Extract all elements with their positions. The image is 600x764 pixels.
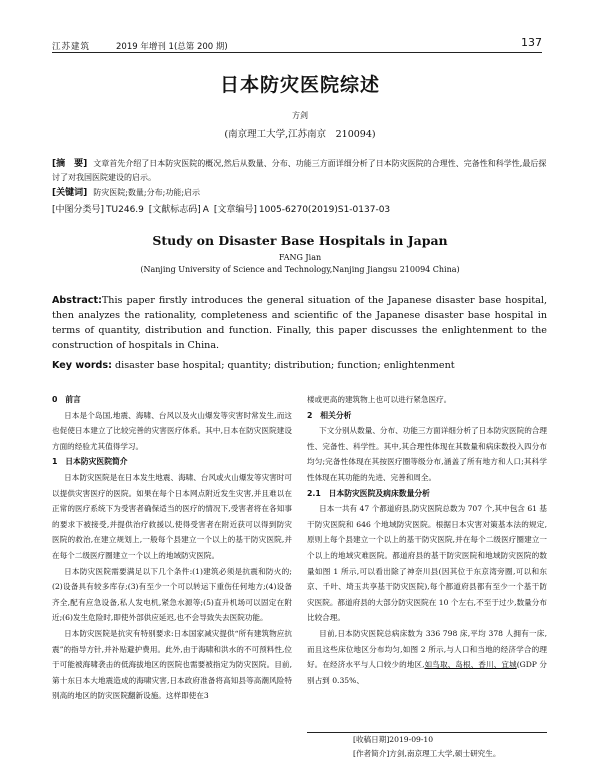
subsection-heading: 2.1 日本防灾医院及病床数量分析 (307, 488, 430, 498)
doc-code-value: A (202, 205, 209, 215)
paragraph: 日本是个岛国,地震、海啸、台风以及火山爆发等灾害时常发生,而这也促使日本建立了比较完善的灾害医疗体系。其中,日本在防灾医院建设方面的经验尤其值得学习。 (52, 410, 292, 451)
keywords-en-label: Key words: (52, 360, 112, 371)
abstract-en (52, 293, 547, 353)
affiliation-en: (Nanjing University of Science and Technology,Nanjing Jiangsu 210094 China) (140, 265, 460, 274)
body-column-right (307, 392, 547, 688)
paragraph: 日本一共有 47 个都道府县,防灾医院总数为 707 个,其中包含 61 基干防灾医院和 646 个地域防灾医院。根据日本灾害对策基本法的规定,原则上每个县建立一个以上的基干防灾医院,并在每个二级医疗圈建立一个以上的地域灾难医院。都道府县的基干防灾医院和地域防灾医院的数量如图 1 所示,可以看出除了神奈川县(因其位于东京湾旁圈,可以和东京、千叶、埼玉共享基干防灾医院),每个都道府县都有至少一个基干防灾医院。都道府县的大部分防灾医院在 10 个左右,不至于过少,数量分布比较合理。 (307, 504, 547, 623)
article-title-en: Study on Disaster Base Hospitals in Japan (152, 233, 448, 248)
author-introduction: [作者简介]方剑,南京理工大学,硕士研究生。 (353, 749, 501, 758)
keywords-cn (52, 185, 547, 198)
section-heading: 2 相关分析 (307, 410, 352, 420)
abstract-en-text: This paper firstly introduces the general situation of the Japanese disaster base hospital, then analyzes the rationality, completeness and scientific of the Japanese disaster base hospital in terms of quantity, distribution and function. Finally, this paper discusses the enlightenment to the construction of hospitals in China. (52, 295, 547, 351)
author-name-en: FANG Jian (278, 253, 322, 262)
abstract-cn-label: [摘 要] (52, 159, 88, 169)
keywords-cn-text: 防灾医院;数量;分布;功能;启示 (93, 188, 201, 197)
abstract-cn-text: 文章首先介绍了日本防灾医院的概况,然后从数量、分布、功能三方面详细分析了日本防灾医院的合理性、完备性和科学性,最后探讨了对我国医院建设的启示。 (52, 159, 547, 182)
running-header (52, 34, 542, 52)
page-number: 137 (521, 36, 542, 49)
keywords-cn-label: [关键词] (52, 188, 88, 198)
paragraph: 日本防灾医院是抗灾有特别要求:日本国家减灾提供“所有建筑物应抗震”的指导方针,并补贴避护费用。此外,由于海啸和洪水的不可预料性,位于可能被海啸袭击的低海拔地区的医院也需要被指定为防灾医院。目前,第十东日本大地震造成的海啸灾害,日本政府准备将高知县等高潮风险特别高的地区的防灾医院翻新设施。这样即使在3 (52, 628, 292, 701)
paragraph: 日本防灾医院需要满足以下几个条件:(1)建筑必须是抗震和防火的;(2)设备具有较多库存;(3)有至少一个可以转运下重伤任何地方;(4)设备齐全,配有应急设备,私人发电机,紧急水源等;(5)直升机场可以固定在附近;(6)发生危险时,即使外部供应延迟,也不会导致失去医院功能。 (52, 566, 292, 623)
article-footnote (307, 732, 547, 761)
classification-line (52, 202, 547, 215)
paragraph-text: 目前,日本防灾医院总病床数为 336 798 床,平均 378 人拥有一床,而且这些床位地区分布均匀,如图 2 所示,与人口和当地的经济学合的理好。在经济水平与人口较少的地区, (307, 628, 547, 670)
underlined-text: 如鸟取、岛根、香川、宜城 (424, 660, 517, 670)
paragraph-text: (GDP 分别占到 0.35%、 (307, 660, 548, 685)
doc-code-label: [文献标志码] (148, 205, 201, 215)
clc-value: TU246.9 (106, 205, 144, 215)
author-name-cn: 方剑 (292, 111, 308, 120)
keywords-en (52, 360, 547, 371)
article-number-label: [文章编号] (213, 205, 257, 215)
header-rule (52, 52, 542, 53)
journal-name: 江苏建筑 (52, 42, 91, 52)
section-heading: 0 前言 (52, 395, 81, 404)
keywords-en-text: disaster base hospital; quantity; distribution; function; enlightenment (115, 360, 455, 371)
clc-label: [中图分类号] (52, 205, 105, 215)
section-heading: 1 日本防灾医院简介 (52, 457, 128, 467)
issue-info: 2019 年增刊 1(总第 200 期) (116, 42, 228, 52)
paragraph (307, 626, 547, 688)
article-title-cn: 日本防灾医院综述 (219, 74, 380, 96)
article-number-value: 1005-6270(2019)S1-0137-03 (258, 205, 391, 215)
paragraph: 日本防灾医院是在日本发生地震、海啸、台风或火山爆发等灾害时可以提供灾害医疗的医院。如果在每个日本网点附近发生灾害,并且难以在正常的医疗系统下为受害者确保适当的医疗的情况下,受害者将在各知事的要求下被接受,并提供治疗救援以,使得受害者在附近获可以得到防灾医院的救治,在建立规划上,一般每个县建立一个以上的基干防灾医院,并在每个二级医疗圈建立一个以上的地域防灾医院。 (52, 472, 292, 560)
paragraph: 下文分别从数量、分布、功能三方面详细分析了日本防灾医院的合理性、完备性、科学性。其中,其合理性体现在其数量和病床数投入四分布均匀;完备性体现在其按医疗圈等级分布,涵盖了所有地方和人口;其科学性体现在其功能的先进、完善和周全。 (307, 426, 547, 482)
affiliation-cn: (南京理工大学,江苏南京 210094) (224, 129, 376, 140)
abstract-en-label: Abstract: (52, 295, 102, 306)
body-column-left (52, 392, 292, 704)
paragraph: 楼或更高的建筑物上也可以进行紧急医疗。 (307, 395, 452, 404)
abstract-cn (52, 157, 547, 184)
received-date: [收稿日期]2019-09-10 (353, 735, 434, 744)
